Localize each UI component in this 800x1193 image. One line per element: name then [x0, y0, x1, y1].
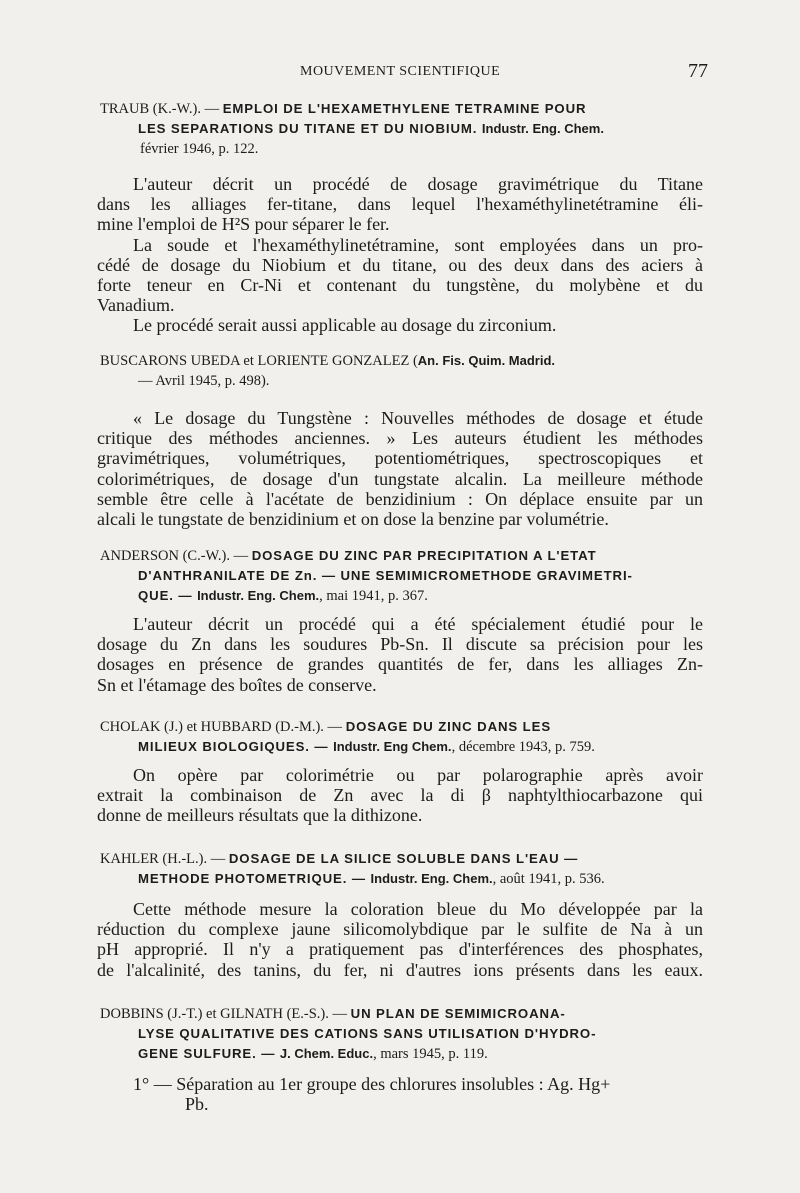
journal-name: J. Chem. Educ.: [279, 1046, 374, 1061]
citation-date: , août 1941, p. 536.: [492, 871, 605, 887]
citation-date: , mai 1941, p. 367.: [319, 588, 428, 604]
journal-name: Industr. Eng. Chem.: [197, 588, 320, 603]
article-title: DOSAGE DE LA SILICE SOLUBLE DANS L'EAU —: [228, 851, 579, 866]
body-line: extrait la combinaison de Zn avec la di β naphtylthiocarbazone qui: [97, 785, 703, 806]
body-line: dosage du Zn dans les soudures Pb-Sn. Il discute sa précision pour les: [97, 634, 703, 655]
reference-line: [100, 566, 705, 586]
body-line: critique des méthodes anciennes. » Les auteurs étudient les méthodes: [97, 428, 703, 449]
citation-date: , mars 1945, p. 119.: [373, 1046, 488, 1062]
reference-line: [100, 849, 705, 869]
reference-line: [100, 869, 705, 889]
reference-line: [100, 119, 705, 139]
reference-line: [100, 1004, 705, 1024]
reference-entry: [100, 849, 705, 889]
body-line: 1° — Séparation au 1er groupe des chlorures insolubles : Ag. Hg+: [133, 1074, 611, 1094]
journal-name: Industr. Eng Chem.: [333, 739, 452, 754]
body-line: L'auteur décrit un procédé qui a été spécialement étudié pour le: [133, 614, 703, 634]
reference-entry: [100, 351, 705, 391]
body-line: La soude et l'hexaméthylinetétramine, sont employées dans un pro-: [133, 234, 703, 255]
author-text: BUSCARONS UBEDA et LORIENTE GONZALEZ (: [100, 353, 418, 369]
article-title: QUE. —: [138, 588, 198, 603]
body-line: L'auteur décrit un procédé de dosage gravimétrique du Titane: [133, 174, 703, 194]
body-line: forte teneur en Cr-Ni et contenant du tungstène, du molybène et du: [97, 275, 703, 296]
body-line: Vanadium.: [97, 295, 175, 316]
page-number: 77: [688, 60, 708, 82]
reference-line: [100, 586, 705, 606]
journal-name: Industr. Eng. Chem.: [481, 121, 604, 136]
article-title: EMPLOI DE L'HEXAMETHYLENE TETRAMINE POUR: [222, 101, 587, 116]
entry-body: [97, 408, 703, 529]
body-line: alcali le tungstate de benzidinium et on dose la benzine par volumétrie.: [97, 509, 609, 530]
reference-line: [100, 546, 705, 566]
body-line: dosages en présence de grandes quantités de fer, dans les alliages Zn-: [97, 654, 703, 675]
body-line: semble être celle à l'acétate de benzidinium : On déplace ensuite par un: [97, 488, 703, 509]
reference-line: [100, 99, 705, 119]
body-line: Cette méthode mesure la coloration bleue du Mo développée par la: [133, 899, 703, 919]
body-line: réduction du complexe jaune silicomolybdique par le sulfite de Na à un: [97, 919, 703, 940]
article-title: D'ANTHRANILATE DE Zn. — UNE SEMIMICROMETHODE GRAVIMETRI-: [138, 568, 633, 583]
reference-line: [100, 1024, 705, 1044]
running-title: MOUVEMENT SCIENTIFIQUE: [300, 64, 501, 79]
reference-entry: [100, 717, 705, 757]
author-text: TRAUB (K.-W.). —: [100, 101, 223, 117]
body-line: gravimétriques, volumétriques, potentiométriques, spectroscopiques et: [97, 448, 703, 469]
entry-body: [97, 765, 703, 826]
body-line: mine l'emploi de H²S pour séparer le fer.: [97, 214, 390, 235]
body-line: pH approprié. Il n'y a pratiquement pas d'interférences des phosphates,: [97, 939, 703, 960]
reference-line: [100, 351, 705, 371]
reference-entry: [100, 546, 705, 606]
entry-body: [97, 899, 703, 980]
author-text: CHOLAK (J.) et HUBBARD (D.-M.). —: [100, 719, 346, 735]
reference-line: février 1946, p. 122.: [140, 141, 259, 157]
reference-entry: [100, 1004, 705, 1064]
body-line: de l'alcalinité, des tanins, du fer, ni d'autres ions présents dans les eaux.: [97, 959, 703, 980]
reference-line: [100, 717, 705, 737]
body-line: dans les alliages fer-titane, dans lequel l'hexaméthylinetétramine éli-: [97, 194, 703, 215]
body-line: cédé de dosage du Niobium et du titane, ou des deux dans des aciers à: [97, 254, 703, 275]
entry-body: [97, 174, 703, 336]
journal-name: Industr. Eng. Chem.: [370, 871, 493, 886]
article-title: DOSAGE DU ZINC PAR PRECIPITATION A L'ETAT: [251, 548, 597, 563]
body-line: Le procédé serait aussi applicable au dosage du zirconium.: [133, 315, 557, 336]
entry-body: [97, 614, 703, 695]
article-title: LES SEPARATIONS DU TITANE ET DU NIOBIUM.: [138, 121, 482, 136]
author-text: KAHLER (H.-L.). —: [100, 851, 229, 867]
author-text: ANDERSON (C.-W.). —: [100, 548, 252, 564]
article-title: GENE SULFURE. —: [138, 1046, 280, 1061]
article-title: UN PLAN DE SEMIMICROANA-: [350, 1006, 566, 1021]
body-line: Sn et l'étamage des boîtes de conserve.: [97, 674, 377, 695]
reference-entry: [100, 99, 705, 159]
entry-body: [133, 1074, 693, 1114]
reference-line: [100, 1044, 705, 1064]
body-line: « Le dosage du Tungstène : Nouvelles méthodes de dosage et étude: [133, 408, 703, 428]
article-title: METHODE PHOTOMETRIQUE. —: [138, 871, 371, 886]
body-line: Pb.: [185, 1094, 209, 1115]
journal-name: An. Fis. Quim. Madrid.: [417, 353, 556, 368]
body-line: On opère par colorimétrie ou par polarographie après avoir: [133, 765, 703, 785]
author-text: DOBBINS (J.-T.) et GILNATH (E.-S.). —: [100, 1006, 351, 1022]
article-title: MILIEUX BIOLOGIQUES. —: [138, 739, 334, 754]
reference-line: — Avril 1945, p. 498).: [138, 373, 270, 389]
page-header: [0, 62, 800, 86]
article-title: LYSE QUALITATIVE DES CATIONS SANS UTILISATION D'HYDRO-: [138, 1026, 597, 1041]
body-line: colorimétriques, de dosage d'un tungstate alcalin. La meilleure méthode: [97, 468, 703, 489]
article-title: DOSAGE DU ZINC DANS LES: [345, 719, 552, 734]
body-line: donne de meilleurs résultats que la dithizone.: [97, 805, 423, 826]
citation-date: , décembre 1943, p. 759.: [451, 739, 595, 755]
reference-line: [100, 737, 705, 757]
